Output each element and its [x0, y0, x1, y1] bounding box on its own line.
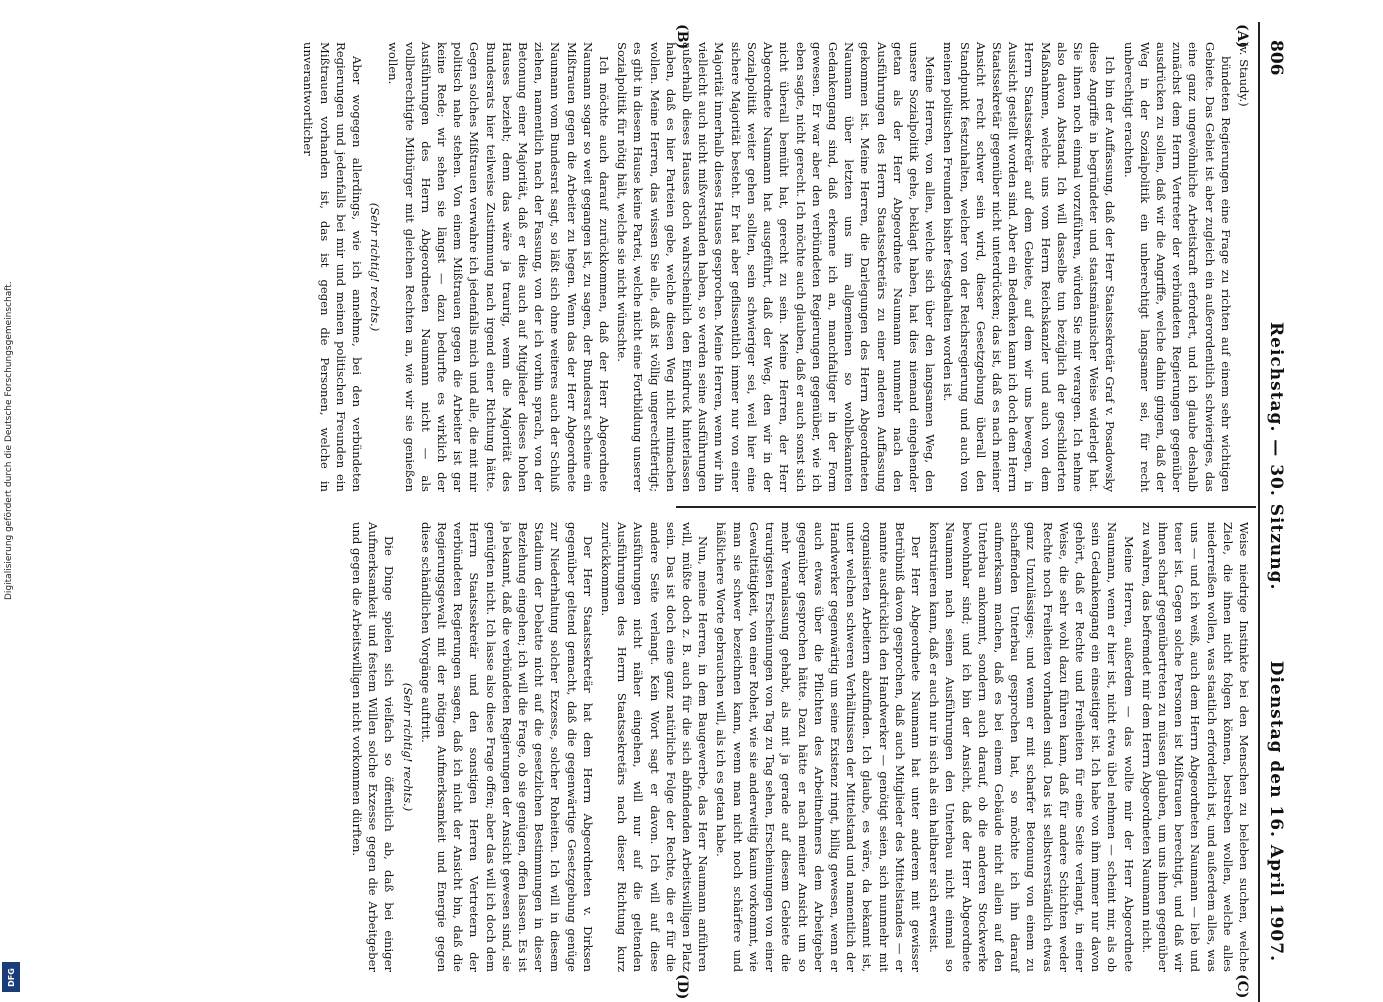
- paragraph: Meine Herren, außerdem — das wollte mir der Herr Abgeordnete Naumann, wenn er hier ist, nicht etwa übel nehmen — scheint mir, als ob sein Gedankengang ein einseitiger ist. Ich habe von ihm immer nur davon gehört, daß er Rechte und Freiheiten für eine Seite verlangt, in einer Weise, die sehr wohl dazu führen kann, daß für andere Schichten weder Rechte noch Freiheiten vorhanden sind. Das ist selbstverständlich etwas ganz Unzulässiges; und wenn er mit scharfer Betonung von einem zu schaffenden Unterbau gesprochen hat, so möchte ich ihn darauf aufmerksam machen, daß es bei einem Gebäude nicht allein auf den Unterbau ankommt, sondern auch darauf, ob die anderen Stockwerke bewohnbar sind; und ich bin der Ansicht, daß der Herr Abgeordnete Naumann nach seinen Ausführungen den Unterbau nicht einmal so konstruieren kann, daß er auch nur in sich als ein haltbarer sich erweist.: [927, 522, 1136, 972]
- paragraph: Ich möchte auch darauf zurückkommen, daß der Herr Abgeordnete Naumann sogar so weit gegangen ist, zu sagen, der Bundesrat scheine ein Mißtrauen gegen die Arbeiter zu hegen. Wenn das der Herr Abgeordnete Naumann vom Bundesrat sagt, so läßt sich ohne weiteres auch der Schluß ziehen, namentlich nach der Fassung, von der ich vorhin sprach, von der Betonung einer Majorität, daß er dies auch auf Mitglieder dieses hohen Hauses bezieht; denn das wäre ja traurig, wenn die Majorität des Bundesrats hier teilweise Zustimmung nach irgend einer Richtung hätte. Gegen solches Mißtrauen verwahre ich jedenfalls mich und alle, die mit mir politisch nahe stehen. Von einem Mißtrauen gegen die Arbeiter ist gar keine Rede; wir sehen sie längst — dazu bedurfte es wirklich der Ausführungen des Herrn Abgeordneten Naumann nicht — als vollberechtigte Mitbürger mit gleichen Rechten an, wie wir sie genießen wollen.: [386, 42, 612, 492]
- speaker-tag: (v. Staudy.): [1237, 42, 1251, 107]
- dfg-logo: [2, 962, 20, 992]
- paragraph: Ich bin der Auffassung, daß der Herr Staatssekretär Graf v. Posadowsky diese Angriffe in begründeter und staatsmännischer Weise widerlegt hat. Sie ihnen noch einmal vorzuführen, würden Sie mir verargen. Ich nehme also davon Abstand. Ich will dasselbe tun bezüglich der geschilderten Maßnahmen, welche uns vom Herrn Reichskanzler und auch von dem Herrn Staatssekretär auf dem Gebiete, auf dem wir uns bewegen, in Aussicht gestellt worden sind. Aber ein Bedenken kann ich doch dem Herrn Staatssekretär gegenüber nicht unterdrücken; das ist, daß es nach meiner Ansicht recht schwer sein wird, dieser Gesetzgebung überall den Standpunkt festzuhalten, welcher von der Reichsregierung und auch von meinen politischen Freunden bisher festgehalten worden ist.: [941, 42, 1118, 492]
- margin-letter-b: (B): [674, 24, 690, 50]
- paragraph: Meine Herren, von allen, welche sich über den langsamen Weg, den unsere Sozialpolitik gehe, beklagt haben, hat dies niemand eingehender getan als der Herr Abgeordnete Naumann nunmehr nach den Ausführungen des Herrn Staatssekretärs zu einer anderen Auffassung gekommen ist. Meine Herren, die Darlegungen des Herrn Abgeordneten Naumann über letzten uns im allgemeinen so wohlbekannten Gedankengang sind, daß erkenne ich an, manchfaltiger in der Form gewesen. Er war aber den verbündeten Regierungen gegenüber, wie ich eben sagte, nicht gerecht. Ich möchte auch glauben, daß er auch sonst sich nicht überall bemüht hat, gerecht zu sein. Meine Herren, der Herr Abgeordnete Naumann hat ausgeführt, daß der Weg, den wir in der Sozialpolitik weiter gehen sollten, sein schwieriger sei, weil hier eine sichere Majorität besteht. Er hat aber geflissentlich immer nur von einer Majorität innerhalb dieses Hauses gesprochen. Meine Herren, wenn wir ihn vielleicht auch nicht mißverstanden haben, so werden seine Ausführungen außerhalb dieses Hauses doch wahrscheinlich den Eindruck hinterlassen haben, daß es hier Parteien gebe, welche diesen Weg nicht mitmachen wollen. Meine Herren, das wissen Sie alle, daß ist völlig ungerechtfertigt; es gibt in diesem Hause keine Partei, welche nicht eine Fortbildung unserer Sozialpolitik für nötig hält, welche sie nicht wünschte.: [615, 42, 938, 492]
- running-title: Reichstag. — 30. Sitzung.: [1266, 322, 1286, 591]
- paragraph: Aber wogegen allerdings, wie ich annehme, bei den verbündeten Regierungen und jedenfalls bei mir und meinen politischen Freunden ein Mißtrauen vorhanden ist, das ist gegen die Personen, welche in unverantwortlicher: [301, 42, 365, 492]
- page-header: [1258, 22, 1290, 1002]
- interjection: (Sehr richtig! rechts.): [368, 202, 383, 332]
- margin-letter-d: (D): [674, 974, 690, 1000]
- paragraph: Der Herr Staatssekretär hat dem Herrn Abgeordneten v. Dirksen gegenüber geltend gemacht, daß die gegenwärtige Gesetzgebung genüge zur Niederhaltung solcher Exzesse, solcher Roheiten. Ich will in diesem Stadium der Debatte nicht auf die gesetzlichen Bestimmungen in dieser Beziehung eingehen; ich will die Frage, ob sie genügen, offen lassen. Es ist ja bekannt, daß die verbündeten Regierungen der Ansicht gewesen sind, sie genügten nicht. Ich lasse also diese Frage offen; aber das will ich doch dem Herrn Staatssekretär und den sonstigen Herren Vertretern der verbündeten Regierungen sagen, daß ich nicht der Ansicht bin, daß die Regierungsgewalt mit der nötigen Aufmerksamkeit und Energie gegen diese schändlichen Vorgänge auftritt.: [418, 522, 595, 972]
- margin-letter-a: (A): [1234, 24, 1250, 49]
- paragraph: bündeten Regierungen eine Frage zu richten auf einem sehr wichtigen Gebiete. Das Gebiet ist aber zugleich ein außerordentlich schwieriges, das eine ganz ungewöhnliche Arbeitskraft erfordert, und ich glaube deshalb zunächst dem Herrn Vertreter der verbündeten Regierungen gegenüber ausdrücken zu sollen, daß wir die Angriffe, welche dahin gingen, daß der Weg in der Sozialpolitik ein unberechtigt langsamer sei, für recht unberechtigt erachten.: [1121, 42, 1233, 492]
- digitization-note: Digitalisierung gefördert durch die Deutsche Forschungsgemeinschaft.: [4, 281, 14, 600]
- paragraph: Nun, meine Herren, in dem Baugewerbe, das Herr Naumann anführen will, müßte doch z. B. auch für die sich abfindenden Arbeitswilligen Platz sein. Das ist doch eine ganz natürliche Folge der Rechte, die er für die andere Seite verlangt. Kein Wort sagt er davon. Ich will auf diese Ausführungen nicht näher eingehen, will nur auf die geltenden Ausführungen des Herrn Staatssekretärs nach dieser Richtung kurz zurückkommen.: [599, 522, 711, 972]
- document-page: [30, 22, 1290, 1002]
- margin-letter-c: (C): [1234, 974, 1250, 999]
- interjection: (Sehr richtig! rechts.): [400, 682, 415, 812]
- session-date: Dienstag den 16. April 1907.: [1266, 660, 1286, 962]
- paragraph: Der Herr Abgeordnete Naumann hat unter anderem mit gewisser Betrübniß davon gesprochen, daß auch Mitglieder des Mittelstandes — er nannte ausdrücklich den Handwerker — genötigt seien, sich nunmehr mit organisierten Arbeitern abzufinden. Ich glaube, es wäre, da bekannt ist, unter welchen schweren Verhältnissen der Mittelstand und namentlich der Handwerker gegenwärtig um seine Existenz ringt, billig gewesen, wenn er auch etwas über die Pflichten des Arbeitnehmers dem Arbeitgeber gegenüber gesprochen hätte. Dazu hätte er nach meiner Ansicht um so mehr Veranlassung gehabt, als mit ja gerade auf diesem Gebiete die traurigsten Erscheinungen von Tag zu Tag sehen, Erscheinungen von einer Gewalttätigkeit, von einer Roheit, wie sie anderweitig kaum vorkommt, wie man sie schwer bezeichnen kann, wenn man nicht noch schärfere und häßlichere Worte gebrauchen will, als ich es getan habe.: [714, 522, 923, 972]
- column-divider: [676, 506, 1256, 508]
- paragraph: Die Dinge spielen sich vielfach so öffentlich ab, daß bei einiger Aufmerksamkeit und festem Willen solche Exzesse gegen die Arbeitgeber und gegen die Arbeitswilligen nicht vorkommen dürften.: [350, 522, 397, 972]
- right-column: [350, 522, 1252, 972]
- dfg-logo-text: DFG: [6, 967, 16, 987]
- left-column: [301, 42, 1252, 492]
- paragraph: Weise niedrige Instinkte bei den Menschen zu beleben suchen, welche Ziele, die ihnen nicht folgen können, bestreben wollen, welche alles niederreißen wollen, was staatlich erforderlich ist, und außerdem alles, was uns — und ich weiß, auch dem Herrn Abgeordneten Naumann — lieb und teuer ist. Gegen solche Personen ist Mißtrauen berechtigt, und daß wir ihnen scharf gegenübertreten zu müssen glauben, um uns ihnen gegenüber zu wahren, das befremdet mir dem Herrn Abgeordneten Naumann nicht.: [1139, 522, 1251, 972]
- page-number: 806: [1266, 40, 1286, 76]
